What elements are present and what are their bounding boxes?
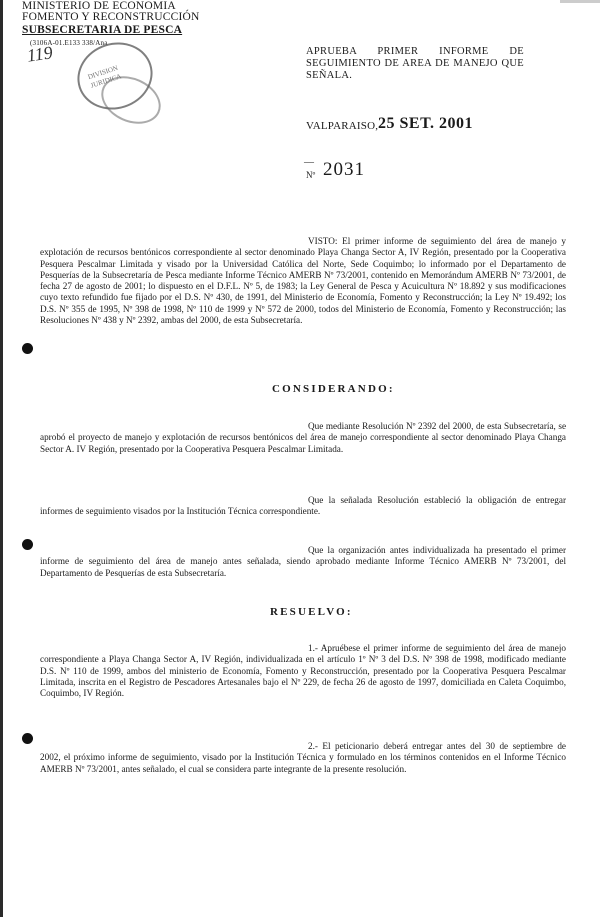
resuelvo-item xyxy=(40,741,566,775)
subsecretaria-name: SUBSECRETARIA DE PESCA xyxy=(22,24,183,36)
resuelvo-item-body: área de manejo correspondiente a Playa Changa Sector A, IV Región, individualizada en el artículo 1º Nº 3 del D.S. Nº 398 de 1998, modificado mediante D.S. Nº 110 de 1999, ambos del ministerio de Economía, Fomento y Reconstrucción, presentado por la Cooperativa Pesquera Pescalmar Limitada, inscrita en el Registro de Pescadores Artesanales bajo el Nº 229, de fecha 26 de agosto de 1997, domiciliada en Caleta Coquimbo, Coquimbo, IV Región. xyxy=(40,643,566,699)
resolution-number: 2031 xyxy=(323,159,365,180)
ministry-name-line2: FOMENTO Y RECONSTRUCCIÓN xyxy=(22,11,200,23)
considerando-item xyxy=(40,421,566,455)
considerando-item xyxy=(40,545,566,579)
scan-edge xyxy=(0,0,3,917)
resuelvo-item xyxy=(40,643,566,699)
number-label: Nº xyxy=(306,170,316,180)
visto-start: VISTO: El primer informe de seguimiento del área xyxy=(308,236,512,246)
considerando-item-start: Que la señalada Resolución estableció la obligación xyxy=(308,495,517,505)
considerando-item-start: Que mediante Resolución Nº 2392 del 2000, de esta xyxy=(308,421,502,431)
binder-hole xyxy=(22,539,33,550)
visto-paragraph xyxy=(40,236,566,326)
date-stamp: 25 SET. 2001 xyxy=(378,115,474,132)
considerando-heading: CONSIDERANDO: xyxy=(272,383,395,395)
considerando-item xyxy=(40,495,566,518)
number-dash: — xyxy=(304,157,314,168)
scan-corner xyxy=(560,0,600,3)
binder-hole xyxy=(22,343,33,354)
resuelvo-item-start: 2.- El peticionario deberá entregar antes del 30 de xyxy=(308,741,509,751)
visto-body: de manejo y explotación de recursos bentónicos correspondiente al sector denominado Playa Changa Sector A, IV Región, presentado por la Cooperativa Pesquera Pescalmar Limitada y visado por la Universidad Católica del Norte, Sede Coquimbo; lo informado por el Departamento de Pesquerías de la Subsecretaría de Pesca mediante Informe Técnico AMERB Nº 73/2001, contenido en Memorándum AMERB Nº 73/2001, de fecha 27 de agosto de 2001; lo dispuesto en el D.F.L. Nº 5, de 1983; la Ley General de Pesca y Acuicultura Nº 18.892 y sus modificaciones cuyo texto refundido fue fijado por el D.S. Nº 430, de 1991, del Ministerio de Economía, Fomento y Reconstrucción; la Ley Nº 19.492; los D.S. Nº 355 de 1995, Nº 398 de 1998, Nº 110 de 1999 y Nº 572 de 2000, todos del Ministerio de Economía, Fomento y Reconstrucción; las Resoluciones Nº 438 y Nº 2392, ambas del 2000, de esta Subsecretaría. xyxy=(40,236,566,326)
resuelvo-heading: RESUELVO: xyxy=(270,606,353,618)
stamp-text: DIVISION JURIDICA xyxy=(86,63,123,90)
resuelvo-item-body: septiembre de 2002, el próximo informe de seguimiento, visado por la Institución Técnica y formulado en los términos contenidos en el Informe Técnico AMERB Nº 73/2001, antes señalado, el cual se considera parte integrante de la presente resolución. xyxy=(40,741,567,774)
reference-code: (3106A-01.E133 338/Ana xyxy=(30,39,108,47)
considerando-item-body: presentado el primer informe de seguimiento del área de manejo antes señalada, siendo aprobado mediante Informe Técnico AMERB Nº 73/2001, del Departamento de Pesquerías de esta Subsecretaría. xyxy=(40,545,567,578)
resuelvo-item-start: 1.- Apruébese el primer informe de seguimiento del xyxy=(308,643,506,653)
document-subject: APRUEBA PRIMER INFORME DE SEGUIMIENTO DE AREA DE MANEJO QUE SEÑALA. xyxy=(306,46,524,81)
handwritten-mark: 119 xyxy=(25,42,54,66)
considerando-item-start: Que la organización antes individualizada ha xyxy=(308,545,483,555)
binder-hole xyxy=(22,733,33,744)
considerando-item-body: de entregar informes de seguimiento visados por la Institución Técnica correspondiente. xyxy=(40,495,567,517)
ministry-name: MINISTERIO DE ECONOMIA xyxy=(22,0,176,12)
place: VALPARAISO, xyxy=(306,120,379,132)
considerando-item-body: Subsecretaría, se aprobó el proyecto de manejo y explotación de recursos bentónicos del área de manejo correspondiente al sector denominado Playa Changa Sector A. IV Región, presentado por la Cooperativa Pesquera Pescalmar Limitada. xyxy=(40,421,567,454)
